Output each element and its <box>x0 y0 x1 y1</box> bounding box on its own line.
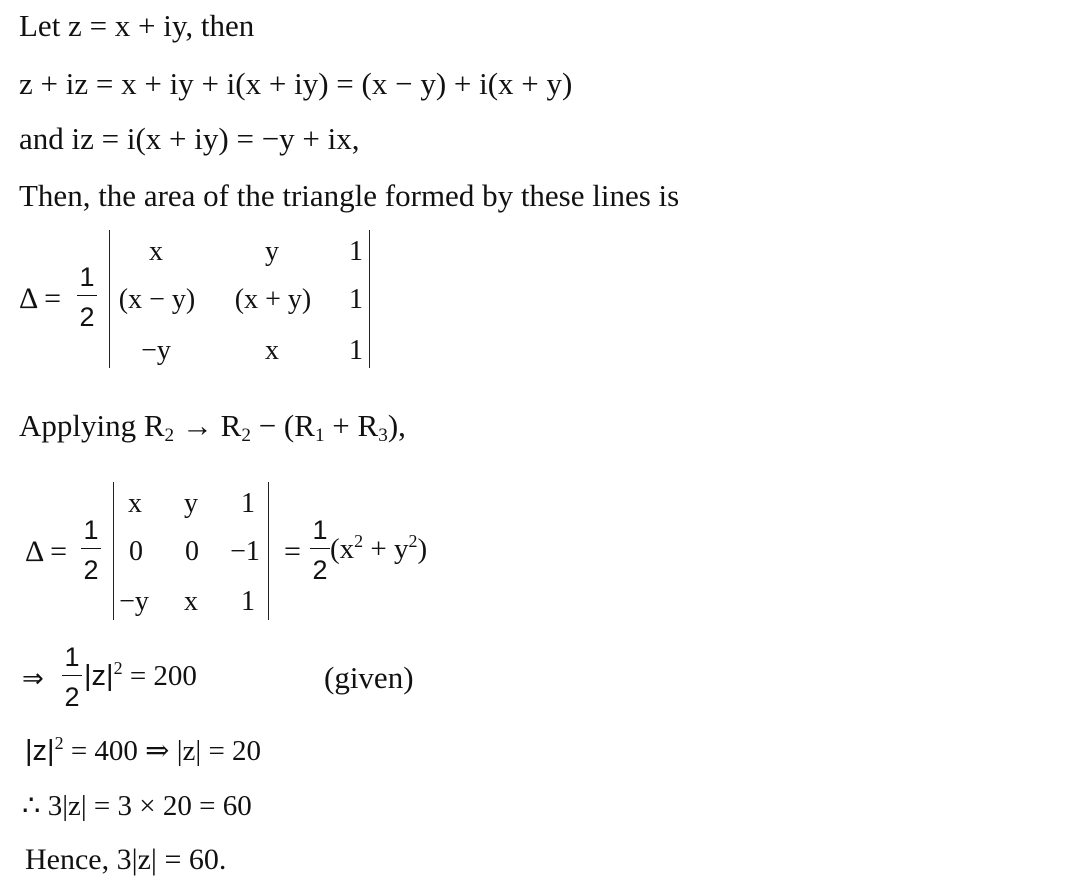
det1-r2c2: (x + y) <box>234 284 312 315</box>
equals-sign: = <box>284 535 301 568</box>
det2-r1c1: x <box>128 488 142 519</box>
implies-arrow: ⇒ <box>22 664 44 694</box>
fraction-bar <box>62 675 82 676</box>
result-open: (x <box>330 533 355 565</box>
result-sup-2: 2 <box>408 531 418 552</box>
det2-r2c3: −1 <box>230 536 260 567</box>
half-fraction-4 <box>61 642 83 720</box>
fraction-bar <box>77 295 97 296</box>
text-line-area-statement <box>19 180 679 211</box>
half-fraction-3 <box>309 515 331 593</box>
determinant-1-right-bar <box>369 230 370 368</box>
result-mid: + y <box>363 533 409 565</box>
fraction-numerator: 1 <box>83 515 99 545</box>
determinant-2-right-bar <box>268 482 269 620</box>
fraction-denominator: 2 <box>79 302 95 332</box>
line-1-text: Let z = x + iy, then <box>19 8 255 43</box>
determinant-1-left-bar <box>109 230 110 368</box>
line-9-rest: = 400 ⇒ |z| = 20 <box>63 735 262 767</box>
det2-r3c2: x <box>184 586 198 617</box>
text-line-and-iz <box>19 123 360 154</box>
line-9-modz: |z| <box>25 735 55 767</box>
det2-r1c3: 1 <box>241 488 255 519</box>
applying-prefix: Applying R <box>19 408 165 443</box>
fraction-numerator: 1 <box>312 515 328 545</box>
line-9-sup: 2 <box>54 733 64 754</box>
half-fraction-2 <box>80 515 102 593</box>
det1-r1c2: y <box>265 236 279 267</box>
mod-z-sup: 2 <box>113 658 123 679</box>
fraction-numerator: 1 <box>79 262 95 292</box>
det2-r1c2: y <box>184 488 198 519</box>
fraction-denominator: 2 <box>64 682 80 712</box>
det1-r2c3: 1 <box>349 284 363 315</box>
det1-r3c1: −y <box>141 335 171 366</box>
result-close: ) <box>417 533 428 565</box>
line-10-text: ∴ 3|z| = 3 × 20 = 60 <box>22 790 252 822</box>
implies-rest: = 200 <box>122 660 197 692</box>
fraction-denominator: 2 <box>83 555 99 585</box>
det2-r2c2: 0 <box>185 536 199 567</box>
fraction-bar <box>81 548 101 549</box>
subscript-3: 3 <box>378 424 388 446</box>
given-label <box>324 662 414 693</box>
det1-r1c1: x <box>149 236 163 267</box>
fraction-denominator: 2 <box>312 555 328 585</box>
text-line-row-operation <box>19 408 406 446</box>
text-line-therefore <box>22 792 252 821</box>
line-3-text: and iz = i(x + iy) = −y + ix, <box>19 121 360 156</box>
line-4-text: Then, the area of the triangle formed by these lines is <box>19 178 680 213</box>
half-fraction-1 <box>76 262 98 340</box>
applying-arrow: → R <box>174 408 242 443</box>
fraction-bar <box>310 548 330 549</box>
delta-symbol-2: Δ = <box>25 535 68 568</box>
implies-expression <box>84 658 197 692</box>
det1-r3c3: 1 <box>349 335 363 366</box>
applying-mid: − (R <box>250 408 315 443</box>
text-line-z-plus-iz <box>19 68 572 99</box>
given-text: (given) <box>324 660 414 695</box>
subscript-2b: 2 <box>241 424 251 446</box>
delta-symbol-1: Δ = <box>19 282 62 315</box>
det2-result <box>330 531 428 565</box>
det2-r3c3: 1 <box>241 586 255 617</box>
text-line-modz-squared <box>25 733 262 767</box>
subscript-2a: 2 <box>164 424 175 446</box>
applying-plus: + R <box>324 408 379 443</box>
text-line-hence <box>25 845 226 875</box>
determinant-2-left-bar <box>113 482 114 620</box>
det1-r3c2: x <box>265 335 279 366</box>
det2-r2c1: 0 <box>129 536 143 567</box>
text-line-let-z <box>19 10 254 41</box>
det2-r3c1: −y <box>119 586 149 617</box>
det1-r1c3: 1 <box>349 236 363 267</box>
line-2-text: z + iz = x + iy + i(x + iy) = (x − y) + i(x + y) <box>19 66 573 101</box>
fraction-numerator: 1 <box>64 642 80 672</box>
result-sup-1: 2 <box>354 531 364 552</box>
mod-z: |z| <box>84 660 114 692</box>
line-11-text: Hence, 3|z| = 60. <box>25 843 227 876</box>
det1-r2c1: (x − y) <box>118 284 196 315</box>
applying-end: ), <box>387 408 406 443</box>
subscript-1: 1 <box>314 424 325 446</box>
